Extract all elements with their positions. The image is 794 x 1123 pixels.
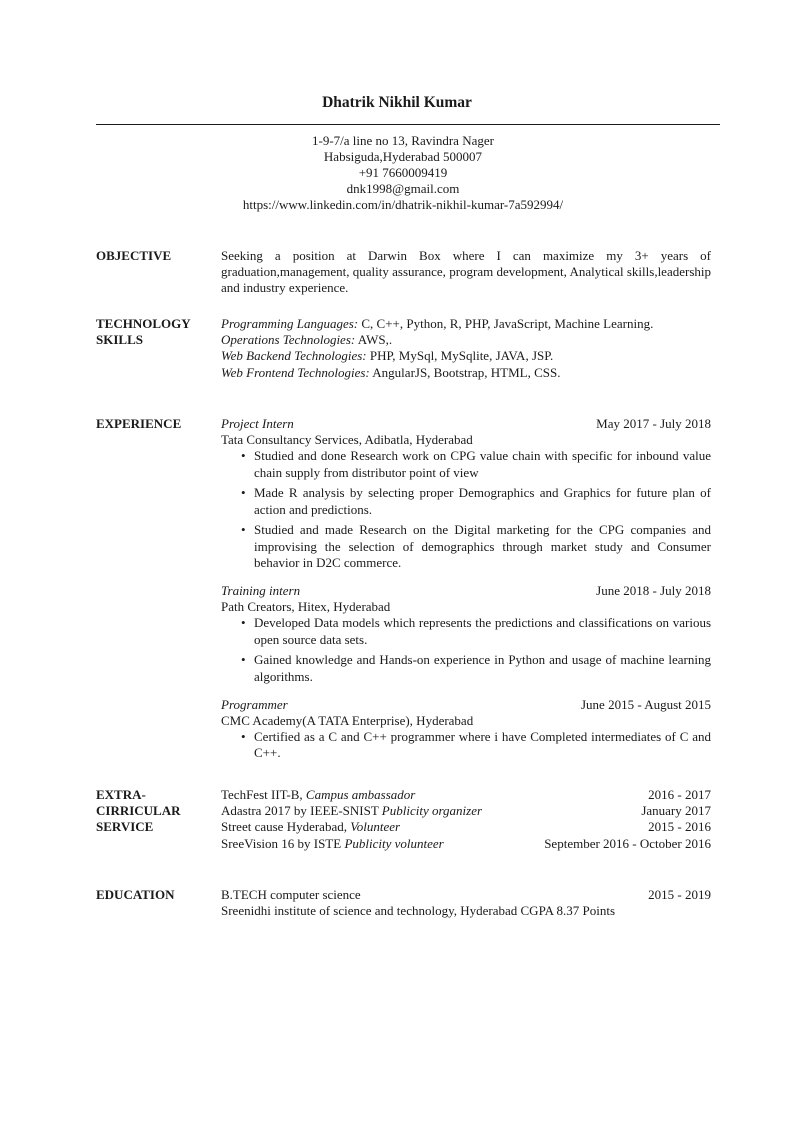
activity-role: Publicity organizer (381, 803, 483, 819)
job-bullet: • Studied and made Research on the Digital marketing for the CPG companies and improvising the selection of demographics through market study and Consumer behavior in D2C commerce. (254, 522, 711, 571)
activity-event: TechFest IIT-B, (221, 787, 306, 802)
activity-row (221, 836, 711, 852)
job-entry (221, 697, 711, 762)
address-line-1: 1-9-7/a line no 13, Ravindra Nager (312, 133, 494, 148)
job-bullet: • Developed Data models which represents the predictions and classifications on various open source data sets. (254, 615, 711, 647)
skill-value: AngularJS, Bootstrap, HTML, CSS. (369, 364, 561, 380)
activity-row (221, 803, 711, 819)
section-title-skills (96, 316, 216, 348)
activity-row (221, 819, 711, 835)
section-title-extracurricular (96, 787, 216, 836)
activity-role: Campus ambassador (305, 787, 416, 802)
section-title-line: CIRRICULAR (96, 803, 181, 819)
job-dates: May 2017 - July 2018 (596, 416, 711, 431)
activity-role: Publicity volunteer (344, 835, 444, 851)
section-title-line: SKILLS (96, 332, 143, 348)
section-title-line: TECHNOLOGY (96, 316, 191, 331)
job-dates: June 2018 - July 2018 (596, 583, 711, 599)
skill-value: C, C++, Python, R, PHP, JavaScript, Machine Learning. (358, 316, 654, 331)
activity-role: Volunteer (350, 819, 401, 835)
skill-row (221, 332, 711, 348)
job-role: Project Intern (221, 416, 294, 431)
section-title-experience: EXPERIENCE (96, 416, 182, 431)
job-bullet: • Studied and done Research work on CPG value chain with specific for inbound value chain supply from distributor point of view (254, 448, 711, 480)
section-title-education: EDUCATION (96, 887, 175, 902)
section-title-line: EXTRA- (96, 787, 146, 802)
degree: B.TECH computer science (221, 887, 361, 902)
activity-event: Street cause Hyderabad, (221, 819, 351, 835)
email-link[interactable]: dnk1998@gmail.com (346, 181, 460, 196)
extracurricular-list (221, 787, 711, 852)
activity-dates: January 2017 (641, 803, 711, 819)
job-org: Tata Consultancy Services, Adibatla, Hyderabad (221, 432, 473, 448)
skill-row (221, 348, 711, 364)
section-title-objective: OBJECTIVE (96, 248, 172, 263)
job-entry (221, 416, 711, 571)
address-line-2: Habsiguda,Hyderabad 500007 (323, 149, 483, 164)
education-dates: 2015 - 2019 (648, 887, 711, 902)
job-entry (221, 583, 711, 685)
job-bullet: • Made R analysis by selecting proper Demographics and Graphics for future plan of action and predictions. (254, 485, 711, 517)
skill-row (221, 365, 711, 381)
job-bullets (221, 448, 711, 571)
skill-label: Web Frontend Technologies: (221, 364, 370, 380)
contact-block (0, 133, 794, 213)
job-bullets (221, 729, 711, 761)
job-org: Path Creators, Hitex, Hyderabad (221, 599, 391, 615)
institution: Sreenidhi institute of science and technology, Hyderabad CGPA 8.37 Points (221, 903, 616, 919)
skill-row (221, 316, 711, 332)
job-role: Training intern (221, 583, 301, 599)
activity-event: Adastra 2017 by IEEE-SNIST (221, 803, 382, 819)
job-role: Programmer (221, 696, 288, 712)
skill-label: Operations Technologies: (221, 332, 356, 348)
job-dates: June 2015 - August 2015 (581, 696, 711, 712)
skill-label: Web Backend Technologies: (221, 348, 367, 364)
activity-dates: 2015 - 2016 (648, 819, 711, 835)
skill-value: AWS,. (355, 332, 393, 348)
experience-list (221, 416, 711, 774)
activity-row (221, 787, 711, 803)
linkedin-link[interactable]: https://www.linkedin.com/in/dhatrik-nikhil-kumar-7a592994/ (242, 197, 564, 212)
activity-dates: September 2016 - October 2016 (544, 835, 711, 851)
phone: +91 7660009419 (358, 165, 448, 180)
header-divider (96, 124, 720, 125)
section-title-line: SERVICE (96, 819, 154, 835)
candidate-name: Dhatrik Nikhil Kumar (322, 94, 472, 111)
education-body (221, 887, 711, 919)
job-bullet: • Gained knowledge and Hands-on experience in Python and usage of machine learning algorithms. (254, 652, 711, 684)
job-org: CMC Academy(A TATA Enterprise), Hyderabad (221, 713, 474, 729)
job-bullets (221, 615, 711, 684)
skills-list (221, 316, 711, 381)
skill-value: PHP, MySql, MySqlite, JAVA, JSP. (366, 348, 554, 364)
activity-event: SreeVision 16 by ISTE (221, 835, 345, 851)
activity-dates: 2016 - 2017 (648, 787, 711, 802)
skill-label: Programming Languages: (221, 316, 359, 331)
job-bullet: • Certified as a C and C++ programmer where i have Completed intermediates of C and C++. (254, 729, 711, 761)
objective-text: Seeking a position at Darwin Box where I can maximize my 3+ years of graduation,management, quality assurance, program development, Analytical skills,leadership and industry experience. (221, 248, 711, 296)
